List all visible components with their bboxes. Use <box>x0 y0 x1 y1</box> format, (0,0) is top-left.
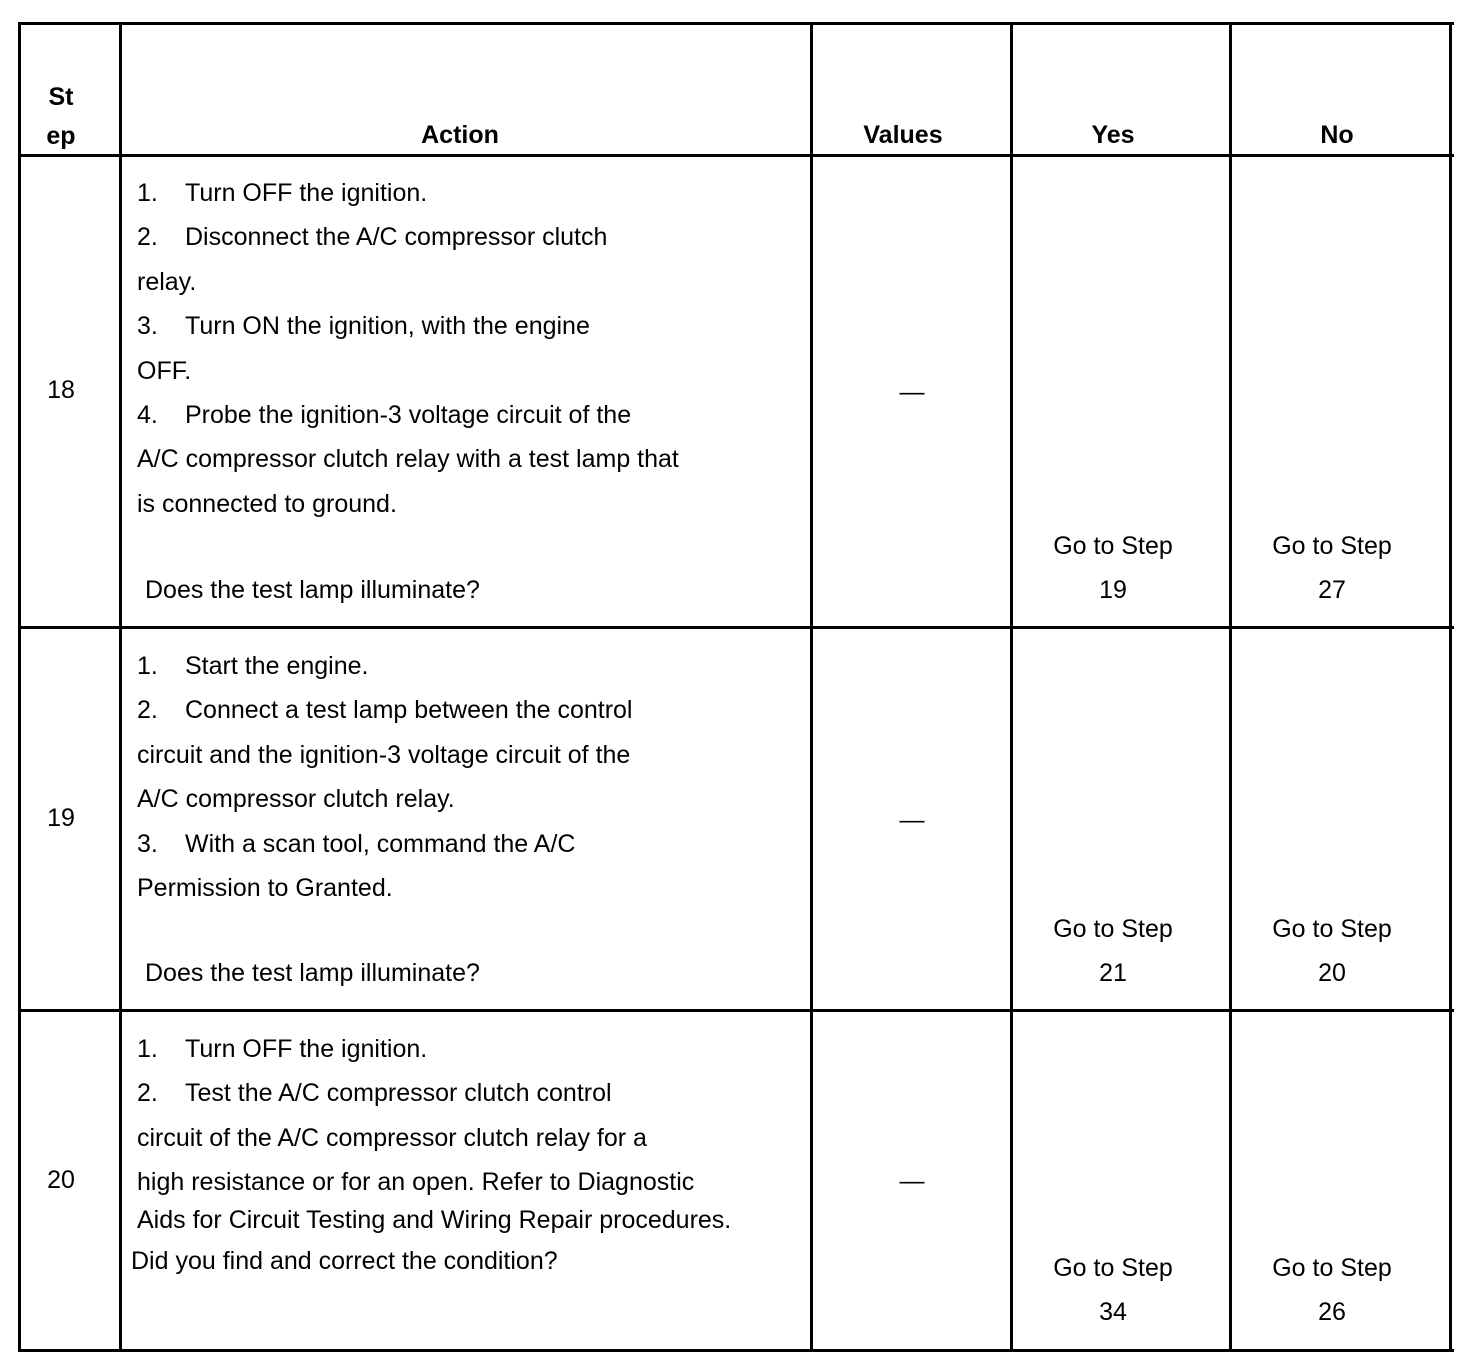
action-line <box>137 1071 694 1115</box>
action-line <box>137 733 633 777</box>
action-line <box>137 482 679 526</box>
row-20-yes-line1: Go to Step <box>1053 1254 1173 1282</box>
action-line <box>137 1116 694 1160</box>
action-line <box>137 777 633 821</box>
action-line-text: Start the engine. <box>185 652 369 680</box>
row-19-question: Does the test lamp illuminate? <box>145 959 480 987</box>
table-border-right <box>1449 22 1452 1352</box>
action-line-text: Probe the ignition-3 voltage circuit of the <box>185 400 632 429</box>
row-19-value: — <box>899 806 925 834</box>
action-line-number: 2. <box>137 1079 158 1108</box>
action-line-text: A/C compressor clutch relay with a test lamp that <box>137 445 679 474</box>
action-line <box>137 260 679 304</box>
row-18-yes <box>1005 524 1221 612</box>
row-20-yes-line2: 34 <box>1099 1298 1127 1326</box>
row-20-step: 20 <box>47 1166 75 1194</box>
col-divider-values-yes <box>1010 22 1013 1352</box>
row-18-question: Does the test lamp illuminate? <box>145 576 480 604</box>
row-divider-19-20 <box>18 1009 1454 1012</box>
col-divider-yes-no <box>1229 22 1232 1352</box>
action-line-text: Test the A/C compressor clutch control <box>185 1079 612 1108</box>
row-19-yes-line1: Go to Step <box>1053 915 1173 943</box>
row-divider-18-19 <box>18 626 1454 629</box>
action-line-text: Turn OFF the ignition. <box>185 1035 428 1063</box>
diagnostic-table <box>18 22 1454 1352</box>
row-20-yes <box>1005 1246 1221 1334</box>
row-19-no <box>1224 907 1440 995</box>
action-line-number: 1. <box>137 1035 158 1063</box>
action-line-number: 3. <box>137 312 158 341</box>
row-20-value: — <box>899 1167 925 1195</box>
action-line <box>137 688 633 732</box>
row-18-yes-line1: Go to Step <box>1053 532 1173 560</box>
row-19-yes-line2: 21 <box>1099 959 1127 987</box>
action-line <box>137 393 679 437</box>
action-line <box>137 215 679 259</box>
header-no: No <box>1320 121 1354 149</box>
header-step-line1: St <box>48 83 74 111</box>
row-20-question: Did you find and correct the condition? <box>131 1247 558 1275</box>
row-18-no-line1: Go to Step <box>1272 532 1392 560</box>
row-20-extra-line: Aids for Circuit Testing and Wiring Repair procedures. <box>137 1206 732 1234</box>
action-line <box>137 1160 694 1204</box>
row-19-no-line1: Go to Step <box>1272 915 1392 943</box>
header-step <box>21 78 101 156</box>
row-18-no <box>1224 524 1440 612</box>
header-action: Action <box>421 121 499 149</box>
action-line-text: With a scan tool, command the A/C <box>185 829 576 858</box>
action-line-text: circuit and the ignition-3 voltage circuit of the <box>137 740 631 769</box>
col-divider-action-values <box>810 22 813 1352</box>
row-20-no <box>1224 1246 1440 1334</box>
action-line <box>137 437 679 481</box>
table-border-left <box>18 22 21 1352</box>
row-19-no-line2: 20 <box>1318 959 1346 987</box>
row-19-step: 19 <box>47 804 75 832</box>
action-line <box>137 644 633 688</box>
header-values: Values <box>863 121 943 149</box>
action-line-number: 2. <box>137 696 158 725</box>
action-line-number: 1. <box>137 179 158 207</box>
row-18-yes-line2: 19 <box>1099 576 1127 604</box>
action-line-text: is connected to ground. <box>137 489 397 518</box>
action-line <box>137 1027 694 1071</box>
action-line-text: circuit of the A/C compressor clutch relay for a <box>137 1123 647 1152</box>
action-line-number: 1. <box>137 652 158 680</box>
action-line-text: Disconnect the A/C compressor clutch <box>185 223 608 252</box>
row-20-no-line2: 26 <box>1318 1298 1346 1326</box>
action-line <box>137 171 679 215</box>
action-line-text: OFF. <box>137 356 192 385</box>
action-line-text: Turn ON the ignition, with the engine <box>185 312 590 341</box>
action-line-text: relay. <box>137 267 197 296</box>
action-line-number: 3. <box>137 829 158 858</box>
action-line-text: A/C compressor clutch relay. <box>137 785 455 814</box>
row-20-action <box>137 1027 694 1205</box>
action-line-text: Permission to Granted. <box>137 873 393 902</box>
row-18-value: — <box>899 378 925 406</box>
action-line-text: Turn OFF the ignition. <box>185 179 428 207</box>
row-18-step: 18 <box>47 376 75 404</box>
header-step-line2: ep <box>46 122 76 150</box>
action-line <box>137 822 633 866</box>
row-18-action <box>137 171 679 526</box>
table-border-bottom <box>18 1349 1454 1352</box>
action-line <box>137 866 633 910</box>
header-yes: Yes <box>1091 121 1135 149</box>
col-divider-step-action <box>119 22 122 1352</box>
action-line <box>137 349 679 393</box>
row-18-no-line2: 27 <box>1318 576 1346 604</box>
row-19-yes <box>1005 907 1221 995</box>
action-line-number: 2. <box>137 223 158 252</box>
row-20-no-line1: Go to Step <box>1272 1254 1392 1282</box>
row-19-action <box>137 644 633 910</box>
action-line-text: Connect a test lamp between the control <box>185 696 633 725</box>
action-line <box>137 304 679 348</box>
action-line-number: 4. <box>137 400 158 429</box>
table-border-top <box>18 22 1454 25</box>
action-line-text: high resistance or for an open. Refer to Diagnostic <box>137 1168 695 1197</box>
